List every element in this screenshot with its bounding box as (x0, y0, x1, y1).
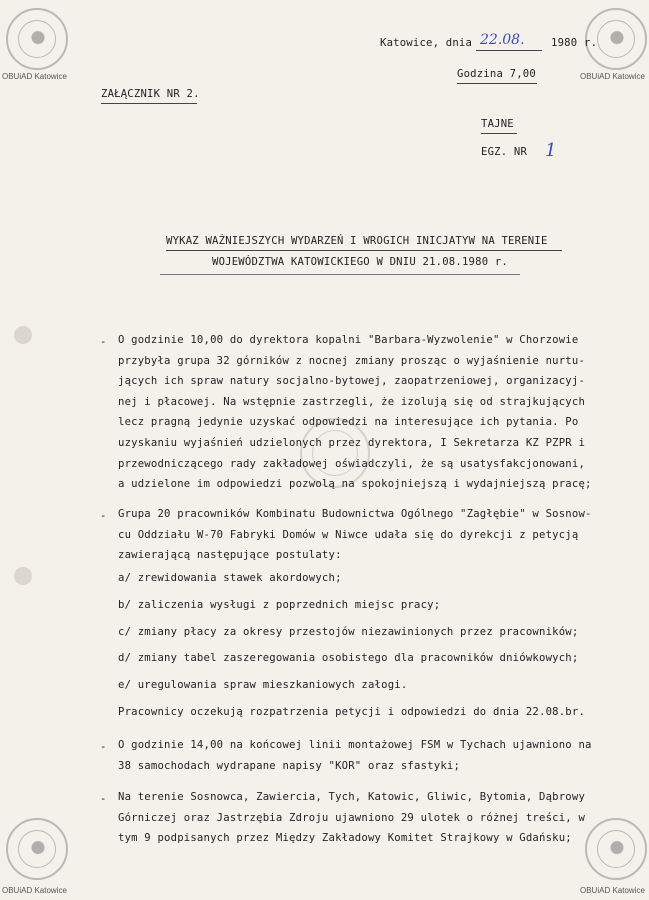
ipn-stamp-bottom-left (6, 818, 68, 880)
event-item-4 (118, 787, 588, 849)
handwritten-date: 22.08. (480, 32, 525, 48)
event-line: lecz pragną jedynie uzyskać odpowiedzi na interesujące ich pytania. Po (118, 416, 579, 429)
eagle-icon (607, 838, 627, 862)
postulate-d: d/ zmiany tabel zaszeregowania osobistego dla pracowników dniówkowych; (118, 652, 579, 664)
hour: Godzina 7,00 (457, 68, 536, 80)
event-line: przybyła grupa 32 górników z nocnej zmiany prosząc o wyjaśnienie nurtu- (118, 354, 586, 367)
attachment-label: ZAŁĄCZNIK NR 2. (101, 88, 200, 100)
event-line: a udzielone im odpowiedzi pozwolą na spokojniejszą i wydajniejszą pracę; (118, 478, 592, 491)
attachment-underline (101, 103, 197, 104)
date-underline (476, 50, 542, 51)
postulate-a: a/ zrewidowania stawek akordowych; (118, 572, 342, 584)
title-line-1-underline (166, 250, 562, 251)
eagle-icon (28, 28, 48, 52)
event-line: Grupa 20 pracowników Kombinatu Budownictwa Ogólnego "Zagłębie" w Sosnow- (118, 508, 592, 520)
event-line: tym 9 podpisanych przez Między Zakładowy Komitet Strajkowy w Gdańsku; (118, 832, 572, 845)
title-line-1: WYKAZ WAŻNIEJSZYCH WYDARZEŃ I WROGICH INICJATYW NA TERENIE (166, 235, 548, 247)
classification-underline (481, 133, 517, 134)
bullet-dash: - (100, 510, 107, 522)
title-line-2: WOJEWÓDZTWA KATOWICKIEGO W DNIU 21.08.1980 r. (212, 256, 509, 268)
copy-number-handwritten: 1 (545, 140, 557, 161)
event-line: przewodniczącego rady zakładowej oświadczyli, że są usatysfakcjonowani, (118, 457, 586, 470)
postulate-e: e/ uregulowania spraw mieszkaniowych załogi. (118, 679, 408, 691)
eagle-icon (607, 28, 627, 52)
event-line: Na terenie Sosnowca, Zawiercia, Tych, Katowic, Gliwic, Bytomia, Dąbrowy (118, 791, 586, 803)
copy-label: EGZ. NR (481, 146, 528, 158)
bullet-dash: - (100, 741, 107, 753)
event-line: Górniczej oraz Jastrzębia Zdroju ujawniono 29 ulotek o różnej treści, w (118, 811, 586, 824)
postulate-c: c/ zmiany płacy za okresy przestojów niezawinionych przez pracowników; (118, 626, 579, 638)
archive-label-top-right: OBUiAD Katowice (580, 72, 645, 81)
title-line-2-underline (160, 274, 520, 275)
bullet-dash: - (100, 336, 107, 348)
archive-label-bottom-left: OBUiAD Katowice (2, 886, 67, 895)
postulate-b: b/ zaliczenia wysługi z poprzednich miejsc pracy; (118, 599, 441, 611)
event-line: zawierającą następujące postulaty: (118, 549, 342, 562)
event-item-1 (118, 330, 592, 495)
ipn-stamp-bottom-right (585, 818, 647, 880)
place-date-prefix: Katowice, dnia (380, 37, 473, 49)
event-line: cu Oddziału W-70 Fabryki Domów w Niwce udała się do dyrekcji z petycją (118, 528, 579, 541)
hour-underline (457, 83, 537, 84)
classification: TAJNE (481, 118, 514, 130)
year-suffix: r. (584, 37, 598, 49)
event-line: 38 samochodach wydrapane napisy "KOR" oraz sfastyki; (118, 759, 461, 772)
petition-closing: Pracownicy oczekują rozpatrzenia petycji i odpowiedzi do dnia 22.08.br. (118, 706, 586, 718)
event-item-2 (118, 504, 592, 566)
event-line: O godzinie 10,00 do dyrektora kopalni "Barbara-Wyzwolenie" w Chorzowie (118, 334, 579, 346)
ipn-stamp-top-left (6, 8, 68, 70)
punch-hole-bottom (14, 567, 32, 585)
archive-label-top-left: OBUiAD Katowice (2, 72, 67, 81)
event-line: uzyskaniu wyjaśnień udzielonych przez dyrektora, I Sekretarza KZ PZPR i (118, 436, 586, 449)
event-line: nej i płacowej. Na wstępnie zastrzegli, że izolują się od strajkujących (118, 395, 586, 408)
event-line: jących ich spraw natury socjalno-bytowej, zaopatrzeniowej, organizacyj- (118, 375, 586, 388)
event-line: O godzinie 14,00 na końcowej linii montażowej FSM w Tychach ujawniono na (118, 739, 592, 751)
bullet-dash: - (100, 793, 107, 805)
event-item-3 (118, 735, 592, 776)
archive-label-bottom-right: OBUiAD Katowice (580, 886, 645, 895)
punch-hole-top (14, 326, 32, 344)
year: 1980 (551, 37, 578, 49)
eagle-icon (28, 838, 48, 862)
